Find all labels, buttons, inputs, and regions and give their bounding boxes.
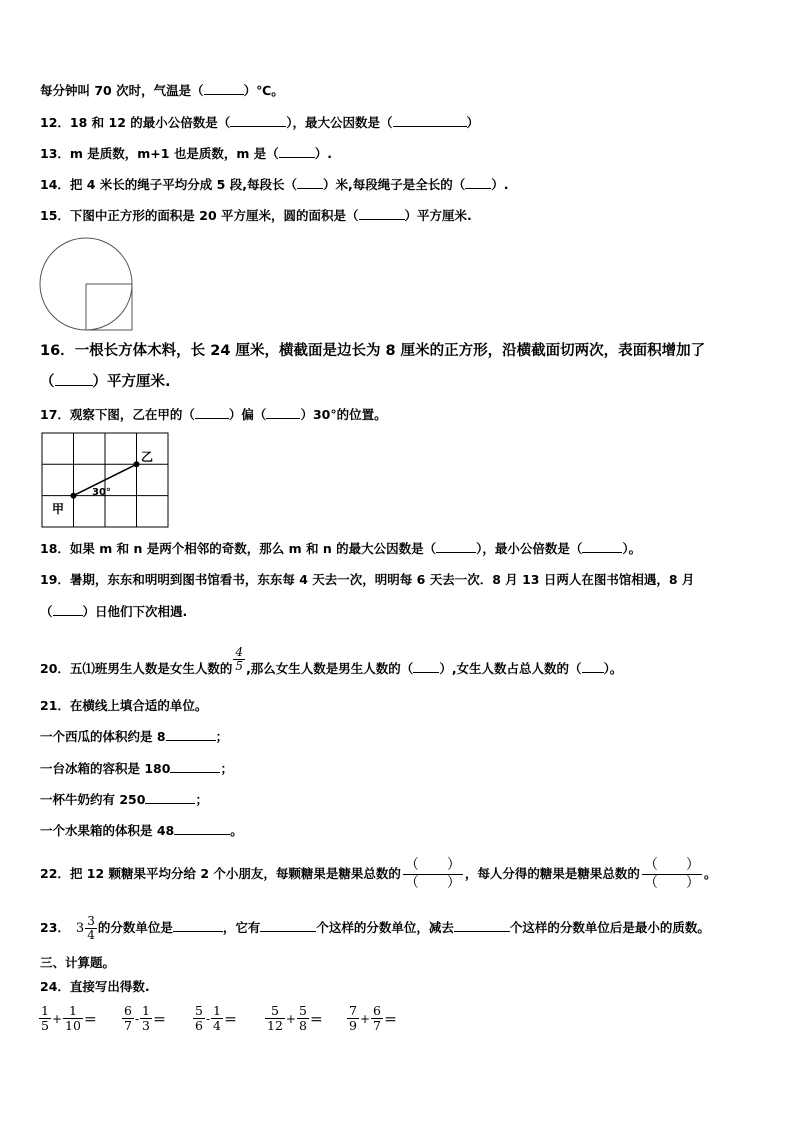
q11-tail: 每分钟叫 70 次时，气温是（ ）℃。 [40, 83, 284, 98]
question-23: 23． 3 $\frac{3}{4}$ 的分数单位是 ，它有 个这样的分数单位，减去 个这样的分数单位后是最小的质数。 [40, 914, 710, 942]
q21-item: 一台冰箱的容积是 180 ； [40, 761, 233, 776]
question-14: 14．把 4 米长的绳子平均分成 5 段,每段长（ ）米,每段绳子是全长的（ ）. [40, 177, 509, 192]
point-yi [134, 461, 140, 467]
point-jia [71, 493, 77, 499]
answer-blank[interactable] [465, 176, 491, 189]
answer-blank[interactable] [55, 373, 93, 386]
question-19-line2: （ ）日他们下次相遇. [40, 604, 188, 619]
label-angle: 30° [92, 487, 111, 498]
answer-blank[interactable] [204, 82, 244, 95]
circle-square-figure [38, 236, 138, 334]
question-16: 16．一根长方体木料，长 24 厘米，横截面是边长为 8 厘米的正方形，沿横截面切两次，表面积增加了 [40, 343, 706, 359]
math-expression[interactable]: $\frac{5}{12}$ + $\frac{5}{8}$ ＝ [267, 1003, 323, 1033]
math-expression[interactable]: $\frac{7}{9}$ + $\frac{6}{7}$ ＝ [349, 1003, 397, 1033]
question-17: 17．观察下图，乙在甲的（ ）偏（ ）30°的位置。 [40, 407, 387, 422]
fraction-answer-box[interactable]: （ ） （ ） [404, 857, 461, 891]
math-expression[interactable]: $\frac{6}{7}$ - $\frac{1}{3}$ ＝ [124, 1003, 166, 1033]
answer-blank[interactable] [166, 728, 216, 741]
answer-blank[interactable] [582, 660, 604, 673]
question-20: 20．五⑴班男生人数是女生人数的 $\frac{4}{5}$ ,那么女生人数是男生人数的（ ）,女生人数占总人数的（ ）。 [40, 645, 623, 676]
answer-blank[interactable] [454, 919, 510, 932]
answer-blank[interactable] [195, 406, 229, 419]
q21-item: 一杯牛奶约有 250 ； [40, 792, 208, 807]
math-expression[interactable]: $\frac{5}{6}$ - $\frac{1}{4}$ ＝ [195, 1003, 237, 1033]
question-13: 13．m 是质数，m+1 也是质数，m 是（ ）. [40, 146, 332, 161]
label-yi: 乙 [141, 450, 154, 464]
answer-blank[interactable] [413, 660, 439, 673]
answer-blank[interactable] [266, 406, 300, 419]
q21-item: 一个西瓜的体积约是 8 ； [40, 729, 229, 744]
fraction-four-fifths: $\frac{4}{5}$ [235, 645, 244, 673]
square-shape [86, 284, 132, 330]
answer-blank[interactable] [174, 822, 230, 835]
answer-blank[interactable] [393, 114, 467, 127]
answer-blank[interactable] [582, 540, 622, 553]
label-jia: 甲 [52, 502, 65, 516]
answer-blank[interactable] [279, 145, 315, 158]
question-22: 22．把 12 颗糖果平均分给 2 个小朋友，每颗糖果是糖果总数的 （ ） （ ） ，每人分得的糖果是糖果总数的 （ ） （ ） 。 [40, 857, 717, 891]
answer-blank[interactable] [260, 919, 316, 932]
answer-blank[interactable] [297, 176, 323, 189]
direction-grid-figure [40, 431, 172, 529]
question-18: 18．如果 m 和 n 是两个相邻的奇数，那么 m 和 n 的最大公因数是（ ），最小公倍数是（ ）。 [40, 541, 642, 556]
answer-blank[interactable] [173, 919, 223, 932]
question-16-line2: （ ）平方厘米. [40, 374, 171, 390]
fraction-answer-box[interactable]: （ ） （ ） [643, 857, 700, 891]
mixed-number-fraction: $\frac{3}{4}$ [87, 914, 95, 942]
question-19: 19．暑期，东东和明明到图书馆看书，东东每 4 天去一次，明明每 6 天去一次．8 月 13 日两人在图书馆相遇，8 月 [40, 572, 695, 587]
question-15: 15．下图中正方形的面积是 20 平方厘米，圆的面积是（ ）平方厘米. [40, 208, 472, 223]
answer-blank[interactable] [359, 207, 405, 220]
q21-item: 一个水果箱的体积是 48 。 [40, 823, 243, 838]
section-heading: 三、计算题。 [40, 955, 116, 970]
question-24: 24．直接写出得数. [40, 979, 150, 994]
answer-blank[interactable] [436, 540, 476, 553]
answer-blank[interactable] [53, 603, 83, 616]
math-expression[interactable]: $\frac{1}{5}$ + $\frac{1}{10}$ ＝ [41, 1003, 97, 1033]
question-12: 12．18 和 12 的最小公倍数是（ ），最大公因数是（ ） [40, 115, 480, 130]
question-21: 21．在横线上填合适的单位。 [40, 698, 208, 713]
answer-blank[interactable] [170, 760, 220, 773]
answer-blank[interactable] [230, 114, 286, 127]
answer-blank[interactable] [145, 791, 195, 804]
